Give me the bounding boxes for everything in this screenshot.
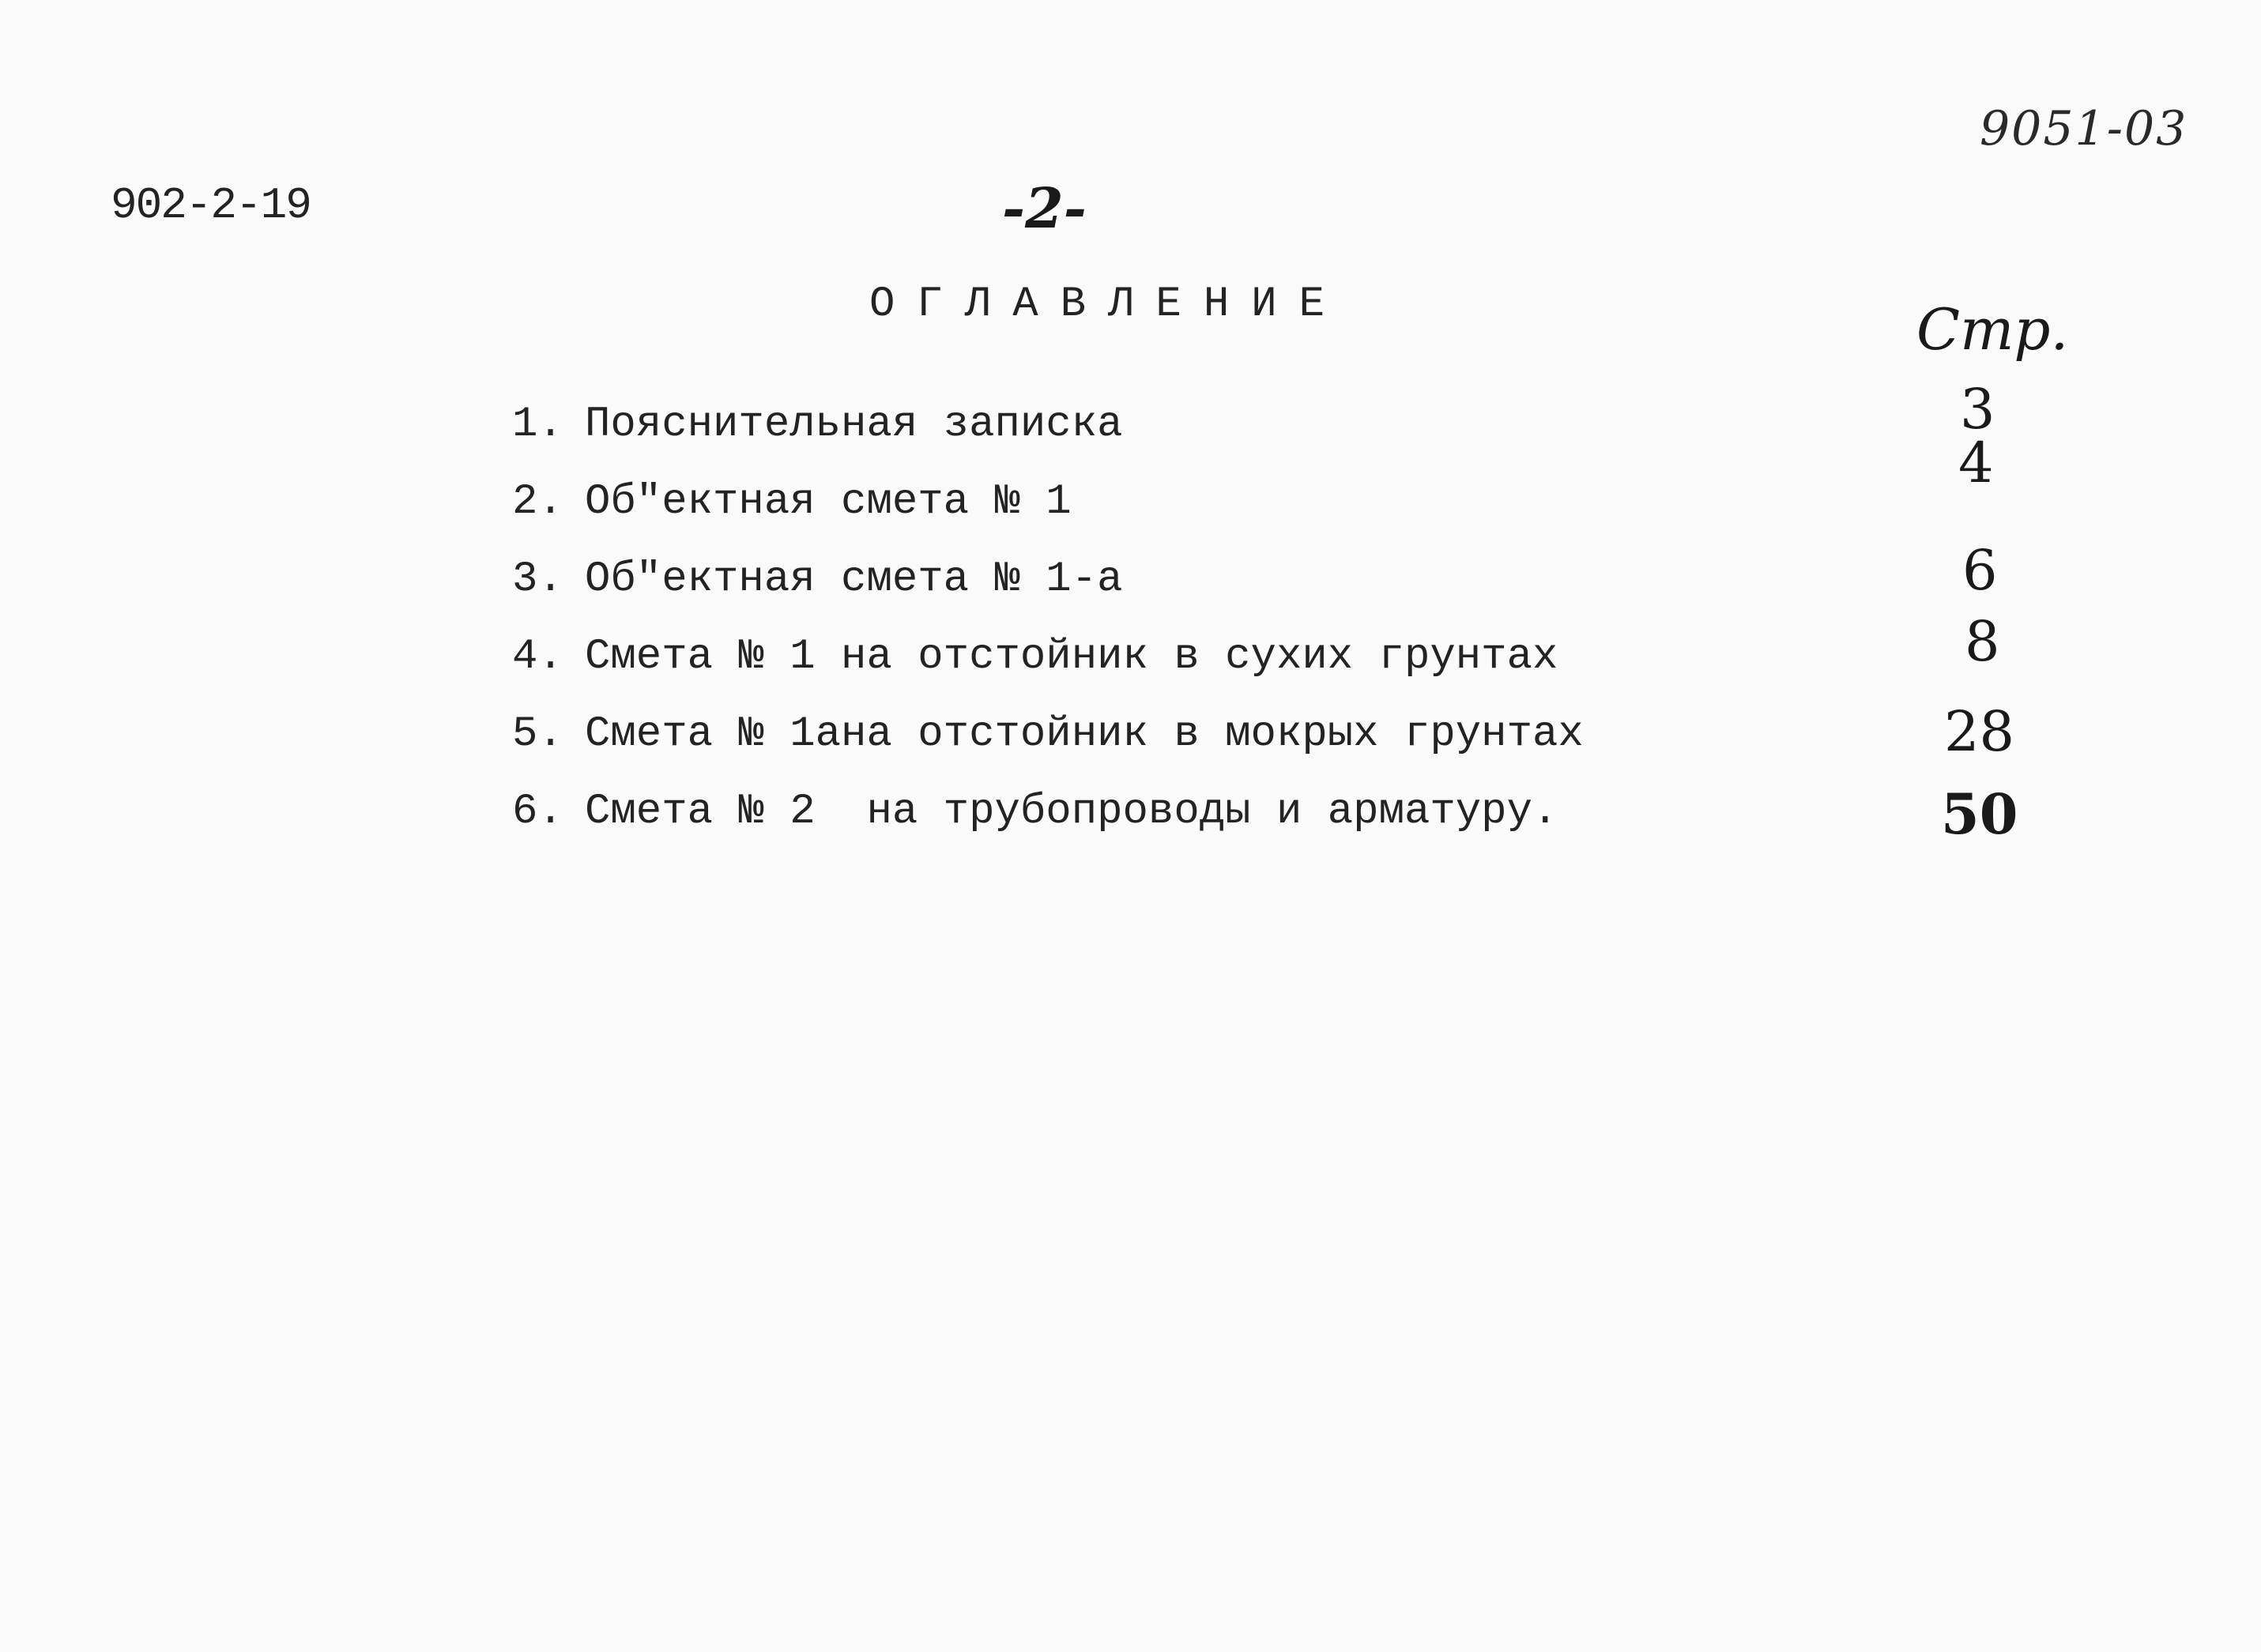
- toc-item-page: 50: [1941, 781, 2018, 847]
- toc-item: [512, 538, 2093, 611]
- toc-item: [512, 699, 2093, 766]
- toc-item-number: 6.: [512, 788, 563, 836]
- toc-item-page: 4: [1958, 431, 1994, 495]
- toc-item-title: Смета № 1 на отстойник в сухих грунтах: [585, 633, 1558, 681]
- toc-item-page: 6: [1962, 538, 1998, 603]
- toc-item-number: 3.: [512, 555, 563, 604]
- toc-item-page: 8: [1965, 609, 2000, 674]
- toc-item: [512, 377, 2093, 456]
- pages-column-header: Стр.: [1916, 296, 2069, 363]
- toc-item-number: 4.: [512, 633, 563, 681]
- toc-item-number: 2.: [512, 478, 563, 526]
- toc-item-title: Об"ектная смета № 1: [585, 478, 1072, 526]
- toc-item-page: 28: [1944, 699, 2015, 764]
- toc-item-title: Об"ектная смета № 1-а: [585, 555, 1123, 604]
- page-number: -2-: [1002, 175, 1087, 241]
- toc-item: [512, 781, 2093, 847]
- document-code: 902-2-19: [111, 180, 311, 231]
- toc-item-page: 3: [1960, 377, 1995, 442]
- toc-item: [512, 609, 2093, 688]
- toc-item-number: 1.: [512, 401, 563, 449]
- archive-number: 9051-03: [1980, 101, 2188, 156]
- toc-title: ОГЛАВЛЕНИЕ: [869, 280, 1347, 329]
- toc-item: [512, 431, 2093, 533]
- toc-item-title: Смета № 1ана отстойник в мокрых грунтах: [585, 710, 1584, 758]
- toc-item-title: Пояснительная записка: [585, 401, 1123, 449]
- toc-item-title: Смета № 2 на трубопроводы и арматуру.: [585, 788, 1558, 836]
- toc-item-number: 5.: [512, 710, 563, 758]
